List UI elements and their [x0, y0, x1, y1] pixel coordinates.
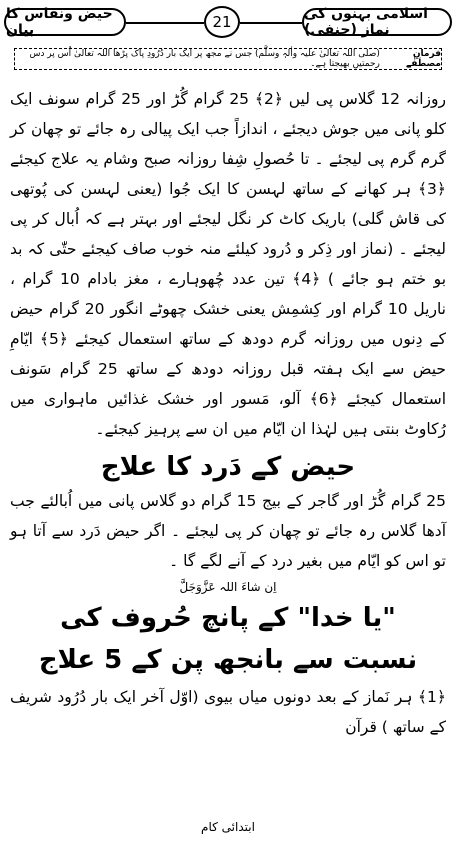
- section-heading-five-line1: "یا خدا" کے پانچ حُروف کی: [60, 603, 396, 633]
- page-footer: ابتدائی کام: [201, 820, 255, 834]
- remedies-paragraph: روزانہ 12 گلاس پی لیں ﴿2﴾ 25 گرام گُڑ اور 25 گرام سونف ایک کلو پانی میں جوش دیجئے ، اندازاً جب ایک پیالی رہ جائے تو چھان کر گرم گرم پی لیجئے ۔ تا حُصولِ شِفا روزانہ صبح وشام یہ علاج کیجئے ﴿3﴾ ہر کھانے کے ساتھ لہسن کا ایک جُوا (یعنی لہسن کی پُوتھی کی قاش گلی) باریک کاٹ کر نگل لیجئے اور بہتر ہے کہ اُبال کر پی لیجئے ۔ (نماز اور ذِکر و دُرود کیلئے منہ خوب صاف کیجئے حتّٰی کہ بد بو ختم ہو جائے ) ﴿4﴾ تین عدد چُھوہارے ، مغز بادام 10 گرام ، ناریل 10 گرام اور کِشمِش یعنی خشک چھوٹے انگور 20 گرام حیض کے دِنوں میں روزانہ گرم دودھ کے ساتھ استعمال کیجئے ﴿5﴾ ایّامِ حیض سے ایک ہفتہ قبل روزانہ دودھ کے ساتھ 25 گرام سَونف استعمال کیجئے ﴿6﴾ آلو، مَسور اور خشک غذائیں ماہواری میں رُکاوٹ بنتی ہیں لہٰذا ان ایّام میں ان سے پرہیز کیجئے۔: [10, 90, 447, 438]
- pain-remedy-paragraph: 25 گرام گُڑ اور گاجر کے بیج 15 گرام دو گلاس پانی میں اُبالئے جب آدھا گلاس رہ جائے تو چھان کر پی لیجئے ۔ اگر حیض دَرد سے آتا ہو تو اس کو ایّام میں بغیر درد کے آنے لگے گا ۔: [10, 492, 446, 570]
- section-heading-five-line2: نسبت سے بانجھ پن کے 5 علاج: [38, 645, 418, 675]
- page-header: [4, 4, 452, 42]
- hadith-label: فرمانِ مصطَفٰے: [406, 49, 441, 69]
- header-divider: [126, 22, 204, 24]
- five-remedies-paragraph: ﴿1﴾ ہر نَماز کے بعد دونوں میاں بیوی (اوّل آخر ایک بار دُرُود شریف کے ساتھ ) قرآن: [10, 688, 446, 736]
- main-content: [10, 84, 446, 742]
- dua-text: اِن شاءَ اللہ عَزَّوَجَلَّ: [179, 580, 277, 594]
- page-number: 21: [204, 6, 240, 38]
- book-title: اسلامی بہنوں کی نماز (حنفی): [302, 8, 452, 36]
- hadith-text: (صلی اللہ تعالیٰ علیہ واٰلہٖ وسلَّم) جس نے مجھ پر ایک بار دُرُودِ پاک پڑھا اللہ تعالیٰ اُس پر دس رحمتیں بھیجتا ہے۔: [29, 49, 380, 69]
- section-heading-pain: حیض کے دَرد کا علاج: [100, 452, 356, 482]
- header-divider: [240, 22, 302, 24]
- chapter-title: حیض ونفاس کا بیان: [4, 8, 126, 36]
- hadith-banner: [14, 48, 442, 70]
